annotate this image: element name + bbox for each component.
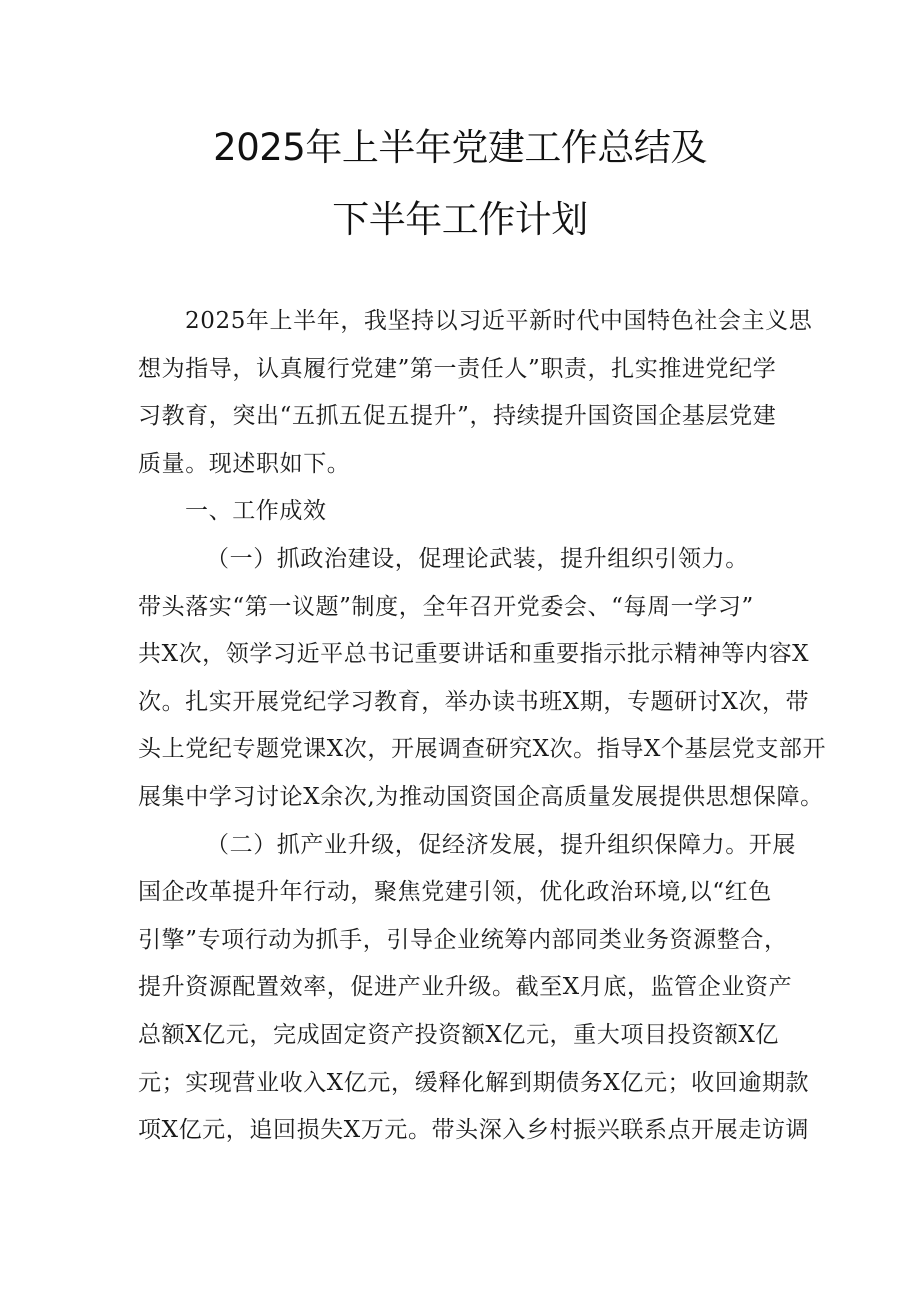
body-line: 2025年上半年，我坚持以习近平新时代中国特色社会主义思 [185, 308, 813, 334]
body-line: （一）抓政治建设，促理论武装，提升组织引领力。 [206, 545, 749, 572]
document-title [0, 112, 920, 256]
body-line: 引擎”专项行动为抓手，引导企业统筹内部同类业务资源整合， [138, 926, 788, 953]
body-line: 一、工作成效 [185, 498, 327, 525]
body-line: 总额X亿元，完成固定资产投资额X亿元，重大项目投资额X亿 [138, 1021, 779, 1048]
body-line: 质量。现述职如下。 [138, 450, 351, 477]
body-line: 国企改革提升年行动，聚焦党建引领，优化政治环境,以“红色 [138, 879, 772, 906]
body-line: 元；实现营业收入X亿元，缓释化解到期债务X亿元；收回逾期款 [138, 1069, 810, 1096]
title-line-1: 2025年上半年党建工作总结及 [213, 126, 707, 169]
title-line-2: 下半年工作计划 [332, 198, 588, 241]
document-body [138, 298, 827, 1155]
body-line: 共X次，领学习近平总书记重要讲话和重要指示批示精神等内容X [138, 641, 810, 668]
body-line: 次。扎实开展党纪学习教育，举办读书班X期，专题研讨X次，带 [138, 688, 810, 715]
body-line: （二）抓产业升级，促经济发展，提升组织保障力。开展 [206, 831, 796, 858]
body-line: 带头落实“第一议题”制度，全年召开党委会、“每周一学习” [138, 593, 754, 620]
body-line: 提升资源配置效率，促进产业升级。截至X月底，监管企业资产 [138, 974, 793, 1001]
body-line: 头上党纪专题党课X次，开展调查研究X次。指导X个基层党支部开 [138, 736, 827, 763]
body-line: 项X亿元，追回损失X万元。带头深入乡村振兴联系点开展走访调 [138, 1117, 810, 1144]
body-line: 习教育，突出“五抓五促五提升”，持续提升国资国企基层党建 [138, 403, 777, 430]
body-line: 想为指导，认真履行党建”第一责任人”职责，扎实推进党纪学 [138, 355, 777, 382]
body-line: 展集中学习讨论X余次,为推动国资国企高质量发展提供思想保障。 [138, 783, 824, 810]
